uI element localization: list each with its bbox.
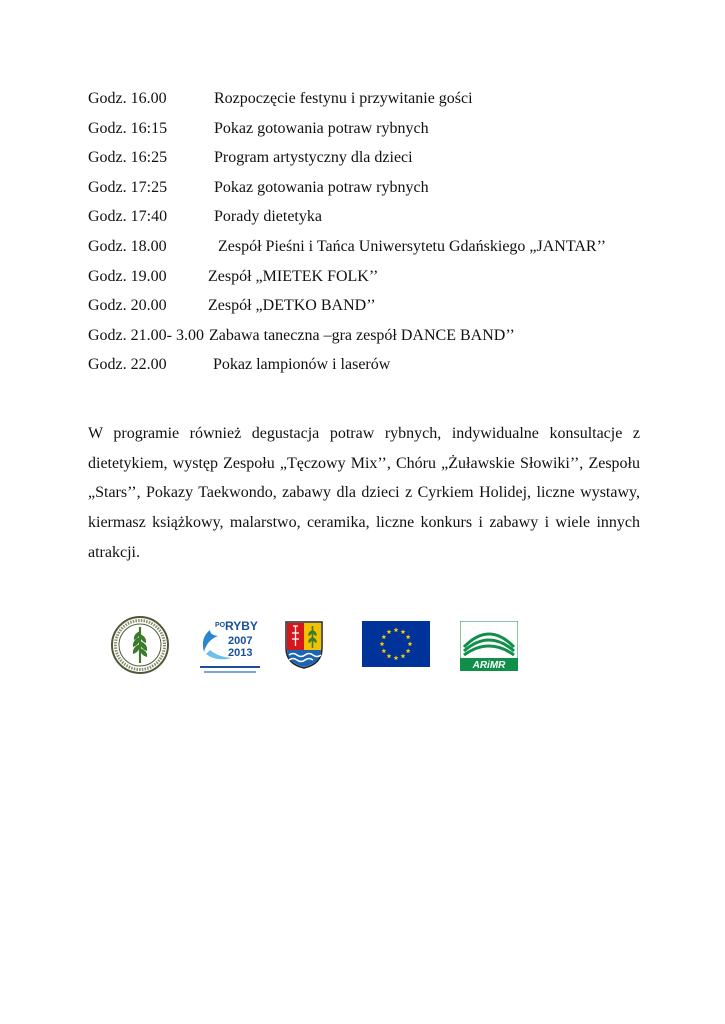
schedule-time: Godz. 20.00 xyxy=(88,297,167,315)
eu-flag-logo xyxy=(362,621,430,667)
schedule-event: Pokaz gotowania potraw rybnych xyxy=(214,178,429,196)
arimr-text: ARiMR xyxy=(472,660,506,671)
po-ryby-word: RYBY xyxy=(225,619,258,633)
schedule-time: Godz. 16:15 xyxy=(88,119,168,137)
schedule-event: Zespół Pieśni i Tańca Uniwersytetu Gdańskiego „JANTAR’’ xyxy=(218,237,607,255)
schedule-event: Pokaz gotowania potraw rybnych xyxy=(214,119,429,137)
schedule-time: Godz. 16.00 xyxy=(88,90,167,107)
schedule-time: Godz. 17:40 xyxy=(88,208,168,226)
schedule-row xyxy=(88,232,668,262)
po-ryby-prefix: PO xyxy=(215,622,226,629)
schedule-event: Porady dietetyka xyxy=(214,208,322,226)
ministry-seal-logo xyxy=(110,615,170,675)
coat-of-arms-logo xyxy=(284,620,324,670)
schedule-time: Godz. 21.00- 3.00 xyxy=(88,326,204,344)
schedule-time: Godz. 16:25 xyxy=(88,149,168,167)
schedule-event: Zabawa taneczna –gra zespół DANCE BAND’’ xyxy=(208,326,515,344)
schedule-time: Godz. 19.00 xyxy=(88,267,167,285)
schedule-row xyxy=(88,350,668,380)
schedule-event: Zespół „MIETEK FOLK’’ xyxy=(208,267,379,285)
schedule-row xyxy=(88,114,668,144)
program-paragraph: W programie również degustacja potraw rybnych, indywidualne konsultacje z dietetykiem, występ Zespołu „Tęczowy Mix’’, Chóru „Żuławskie Słowiki’’, Zespołu „Stars’’, Pokazy Taekwondo, zabawy dla dzieci z Cyrkiem Holidej, liczne wystawy, kiermasz książkowy, malarstwo, ceramika, liczne konkurs i zabawy i wiele innych atrakcji. xyxy=(88,425,640,561)
schedule-row xyxy=(88,291,668,321)
schedule-row xyxy=(88,321,668,351)
schedule-row xyxy=(88,173,668,203)
sponsor-logos xyxy=(0,610,725,690)
schedule-row xyxy=(88,262,668,292)
po-ryby-logo xyxy=(198,616,262,678)
schedule-time: Godz. 18.00 xyxy=(88,237,167,255)
schedule-event: Zespół „DETKO BAND’’ xyxy=(208,297,376,315)
schedule-row xyxy=(88,84,668,114)
schedule-row xyxy=(88,202,668,232)
schedule-row xyxy=(88,143,668,173)
schedule-event: Program artystyczny dla dzieci xyxy=(214,149,413,167)
schedule-time: Godz. 17:25 xyxy=(88,178,168,196)
arimr-logo xyxy=(460,621,518,671)
po-ryby-year-start: 2007 xyxy=(228,635,253,647)
schedule-event: Pokaz lampionów i laserów xyxy=(213,356,391,374)
schedule-time: Godz. 22.00 xyxy=(88,356,167,374)
po-ryby-year-end: 2013 xyxy=(228,647,253,659)
schedule-event: Rozpoczęcie festynu i przywitanie gości xyxy=(214,90,473,107)
schedule-list xyxy=(88,84,668,380)
